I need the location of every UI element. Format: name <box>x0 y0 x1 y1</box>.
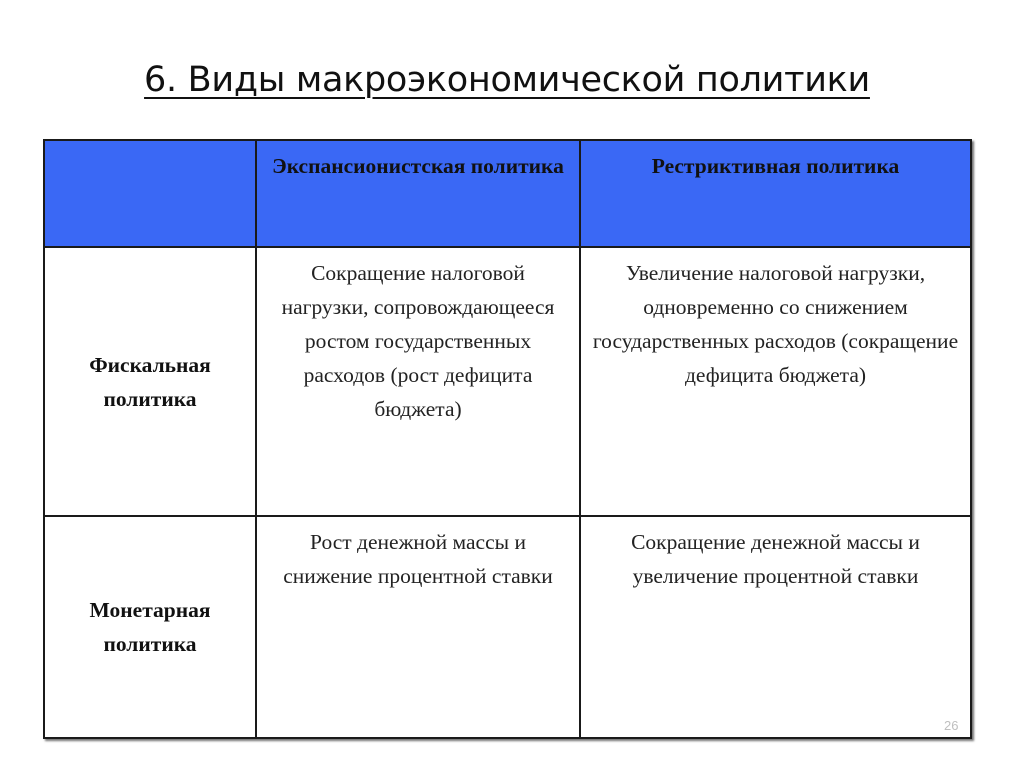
slide-title: 6. Виды макроэкономической политики <box>144 60 870 100</box>
row-label-fiscal: Фискальная политика <box>44 247 256 516</box>
policy-table <box>43 139 972 739</box>
cell-fiscal-expansionary: Сокращение налоговой нагрузки, сопровождающееся ростом государственных расходов (рост дефицита бюджета) <box>256 247 580 516</box>
header-expansionary: Экспансионистская политика <box>256 140 580 247</box>
cell-monetary-expansionary: Рост денежной массы и снижение процентной ставки <box>256 516 580 738</box>
cell-fiscal-restrictive: Увеличение налоговой нагрузки, одновременно со снижением государственных расходов (сокращение дефицита бюджета) <box>580 247 971 516</box>
table-header-row <box>44 140 971 247</box>
header-restrictive: Рестриктивная политика <box>580 140 971 247</box>
table-row-fiscal <box>44 247 971 516</box>
page-number: 26 <box>944 718 959 733</box>
cell-monetary-restrictive: Сокращение денежной массы и увеличение процентной ставки <box>580 516 971 738</box>
row-label-monetary: Монетарная политика <box>44 516 256 738</box>
table-row-monetary <box>44 516 971 738</box>
header-corner-cell <box>44 140 256 247</box>
